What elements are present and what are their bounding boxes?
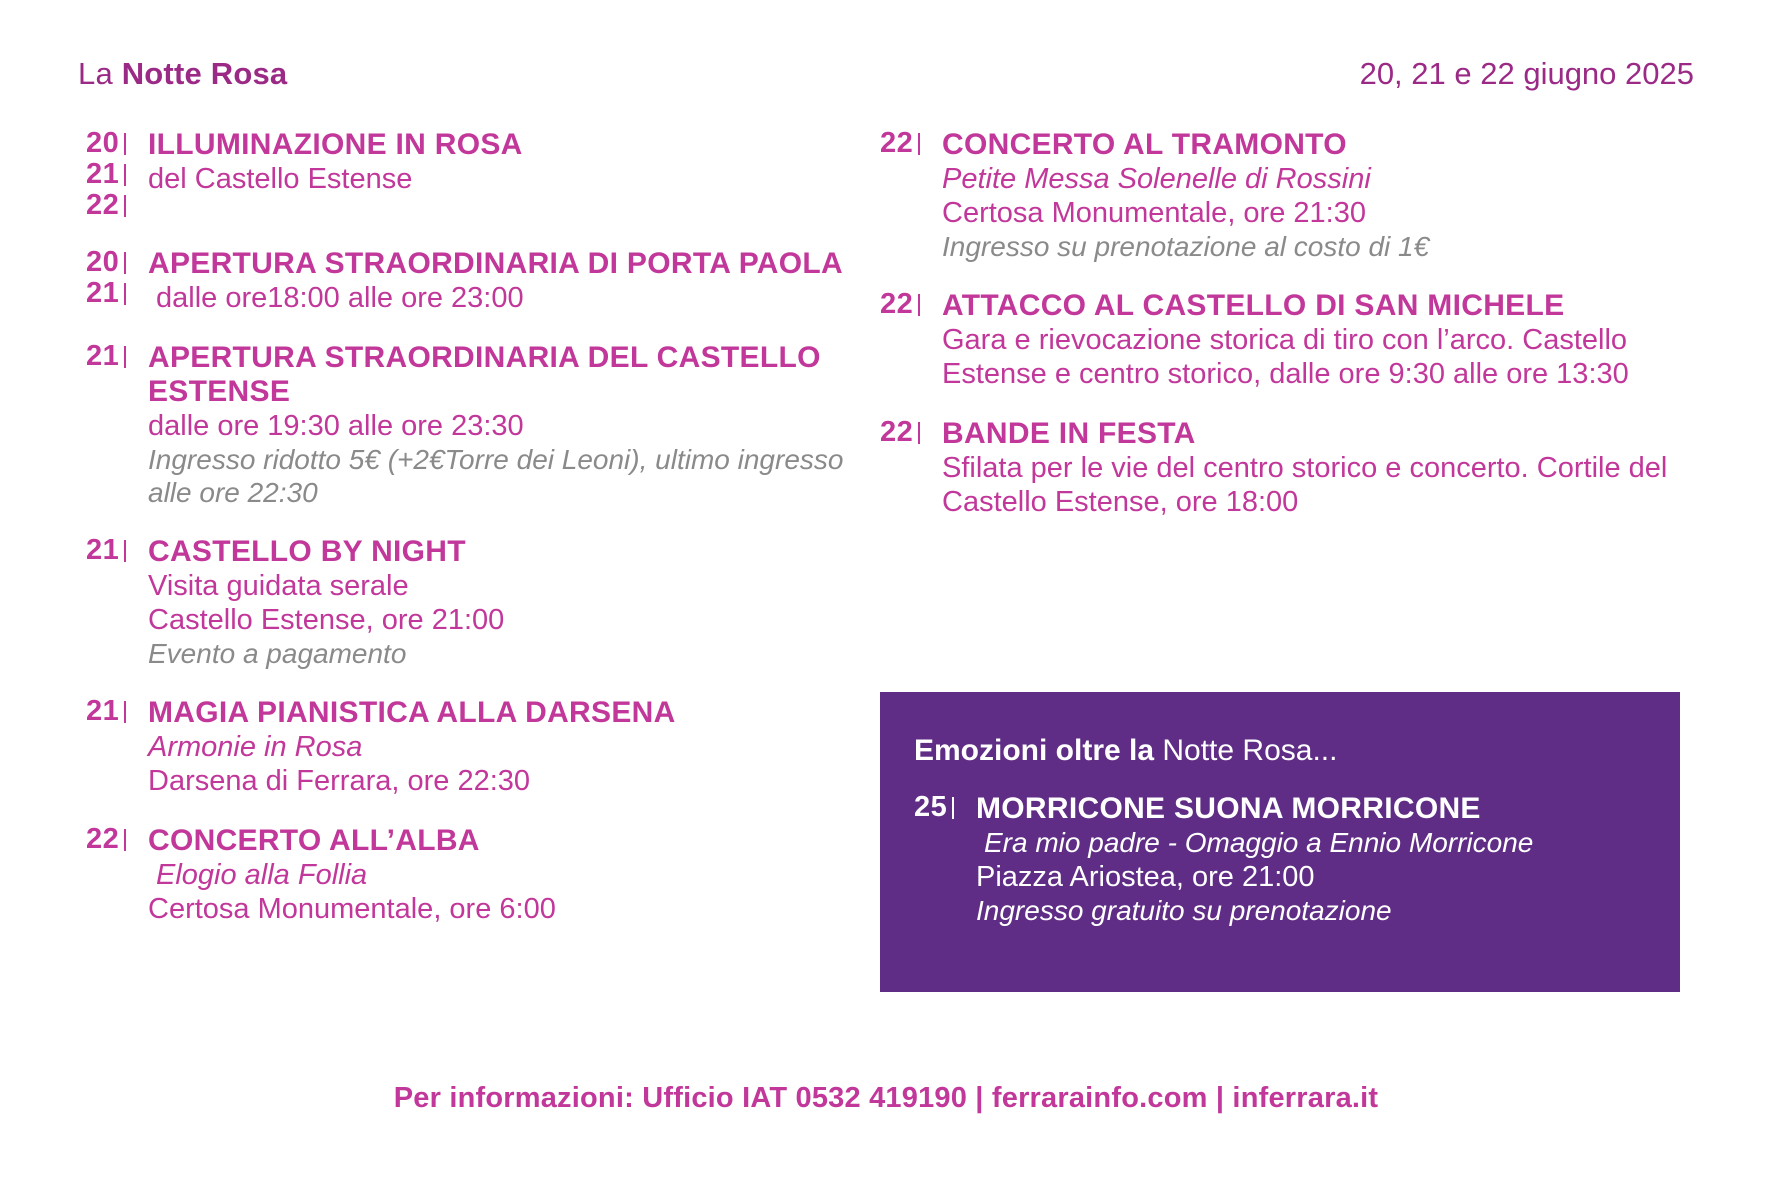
event-item — [880, 417, 1680, 519]
promo-kicker — [914, 734, 1646, 768]
event-days — [86, 696, 148, 727]
event-days — [86, 341, 148, 372]
event-dates: 20, 21 e 22 giugno 2025 — [1359, 56, 1694, 91]
event-subtitle: Elogio alla Follia — [156, 859, 368, 891]
event-days — [86, 128, 148, 221]
event-subtitle: Era mio padre - Omaggio a Ennio Morricone — [984, 827, 1534, 858]
event-day: 21 — [86, 696, 144, 727]
event-detail: Darsena di Ferrara, ore 22:30 — [148, 765, 531, 797]
day-divider-bar — [124, 195, 126, 217]
event-day: 22 — [86, 824, 144, 855]
event-day: 25 — [914, 792, 972, 823]
event-item — [86, 341, 846, 509]
event-title: MAGIA PIANISTICA ALLA DARSENA — [148, 696, 676, 729]
day-divider-bar — [918, 294, 920, 316]
event-day: 20 — [86, 128, 144, 159]
event-detail: dalle ore 19:30 alle ore 23:30 — [148, 410, 524, 442]
event-item — [86, 696, 846, 798]
event-day: 22 — [880, 417, 938, 448]
event-title: CONCERTO AL TRAMONTO — [942, 128, 1347, 161]
event-day: 22 — [86, 190, 144, 221]
event-item — [86, 247, 846, 315]
day-divider-bar — [124, 346, 126, 368]
event-item — [86, 824, 846, 926]
day-divider-bar — [918, 422, 920, 444]
event-detail: Sfilata per le vie del centro storico e concerto. Cortile del Castello Estense, ore 18:00 — [942, 452, 1668, 518]
event-body — [148, 535, 846, 670]
event-body — [148, 824, 846, 926]
event-body — [976, 792, 1646, 927]
event-item — [880, 128, 1680, 263]
event-day: 21 — [86, 278, 144, 309]
event-body — [942, 289, 1680, 391]
event-body — [148, 696, 846, 798]
day-divider-bar — [124, 133, 126, 155]
event-title: ATTACCO AL CASTELLO DI SAN MICHELE — [942, 289, 1565, 322]
event-title: MORRICONE SUONA MORRICONE — [976, 792, 1481, 825]
day-divider-bar — [124, 829, 126, 851]
event-title: APERTURA STRAORDINARIA DEL CASTELLO ESTENSE — [148, 341, 821, 408]
event-body — [942, 417, 1680, 519]
event-days — [914, 792, 976, 823]
brand-title — [78, 56, 287, 92]
event-item — [86, 128, 846, 221]
event-subtitle: Armonie in Rosa — [148, 731, 363, 763]
event-note: Evento a pagamento — [148, 638, 407, 669]
event-day: 21 — [86, 341, 144, 372]
event-days — [86, 535, 148, 566]
event-body — [148, 128, 846, 196]
event-body — [148, 247, 846, 315]
day-divider-bar — [124, 164, 126, 186]
event-title: CONCERTO ALL’ALBA — [148, 824, 480, 857]
event-title: APERTURA STRAORDINARIA DI PORTA PAOLA — [148, 247, 843, 280]
day-divider-bar — [124, 540, 126, 562]
event-body — [942, 128, 1680, 263]
event-detail: Certosa Monumentale, ore 21:30 — [942, 197, 1366, 229]
promo-kicker-light: Notte Rosa... — [1162, 734, 1338, 767]
event-day: 21 — [86, 535, 144, 566]
event-note: Ingresso ridotto 5€ (+2€Torre dei Leoni), ultimo ingresso alle ore 22:30 — [148, 444, 844, 508]
promo-event-item — [914, 792, 1646, 927]
event-title: BANDE IN FESTA — [942, 417, 1196, 450]
event-detail-secondary: Castello Estense, ore 21:00 — [148, 604, 505, 636]
event-detail: Visita guidata serale — [148, 570, 409, 602]
event-days — [880, 417, 942, 448]
event-day: 20 — [86, 247, 144, 278]
event-detail: Gara e rievocazione storica di tiro con l’arco. Castello Estense e centro storico, dalle ore 9:30 alle ore 13:30 — [942, 324, 1629, 390]
event-item — [880, 289, 1680, 391]
left-event-column — [86, 128, 846, 926]
event-detail: Certosa Monumentale, ore 6:00 — [148, 893, 556, 925]
event-detail: del Castello Estense — [148, 163, 413, 195]
event-item — [86, 535, 846, 670]
day-divider-bar — [124, 252, 126, 274]
day-divider-bar — [918, 133, 920, 155]
promo-box — [880, 692, 1680, 992]
event-days — [86, 824, 148, 855]
event-days — [86, 247, 148, 309]
event-note: Ingresso gratuito su prenotazione — [976, 895, 1392, 926]
event-detail: Piazza Ariostea, ore 21:00 — [976, 861, 1315, 893]
event-day: 22 — [880, 128, 938, 159]
day-divider-bar — [124, 701, 126, 723]
right-event-column — [880, 128, 1680, 519]
event-title: ILLUMINAZIONE IN ROSA — [148, 128, 523, 161]
event-subtitle: Petite Messa Solenelle di Rossini — [942, 163, 1371, 195]
event-day: 21 — [86, 159, 144, 190]
promo-kicker-bold: Emozioni oltre la — [914, 734, 1163, 767]
event-title: CASTELLO BY NIGHT — [148, 535, 466, 568]
footer-info: Per informazioni: Ufficio IAT 0532 419190 | ferrarainfo.com | inferrara.it — [393, 1082, 1379, 1114]
event-days — [880, 289, 942, 320]
day-divider-bar — [124, 283, 126, 305]
day-divider-bar — [952, 797, 954, 819]
brand-title-bold: Notte Rosa — [121, 56, 288, 91]
brand-title-light: La — [78, 56, 122, 91]
event-detail: dalle ore18:00 alle ore 23:00 — [156, 282, 524, 314]
event-day: 22 — [880, 289, 938, 320]
header — [78, 56, 1694, 92]
event-body — [148, 341, 846, 509]
event-note: Ingresso su prenotazione al costo di 1€ — [942, 231, 1430, 262]
event-days — [880, 128, 942, 159]
